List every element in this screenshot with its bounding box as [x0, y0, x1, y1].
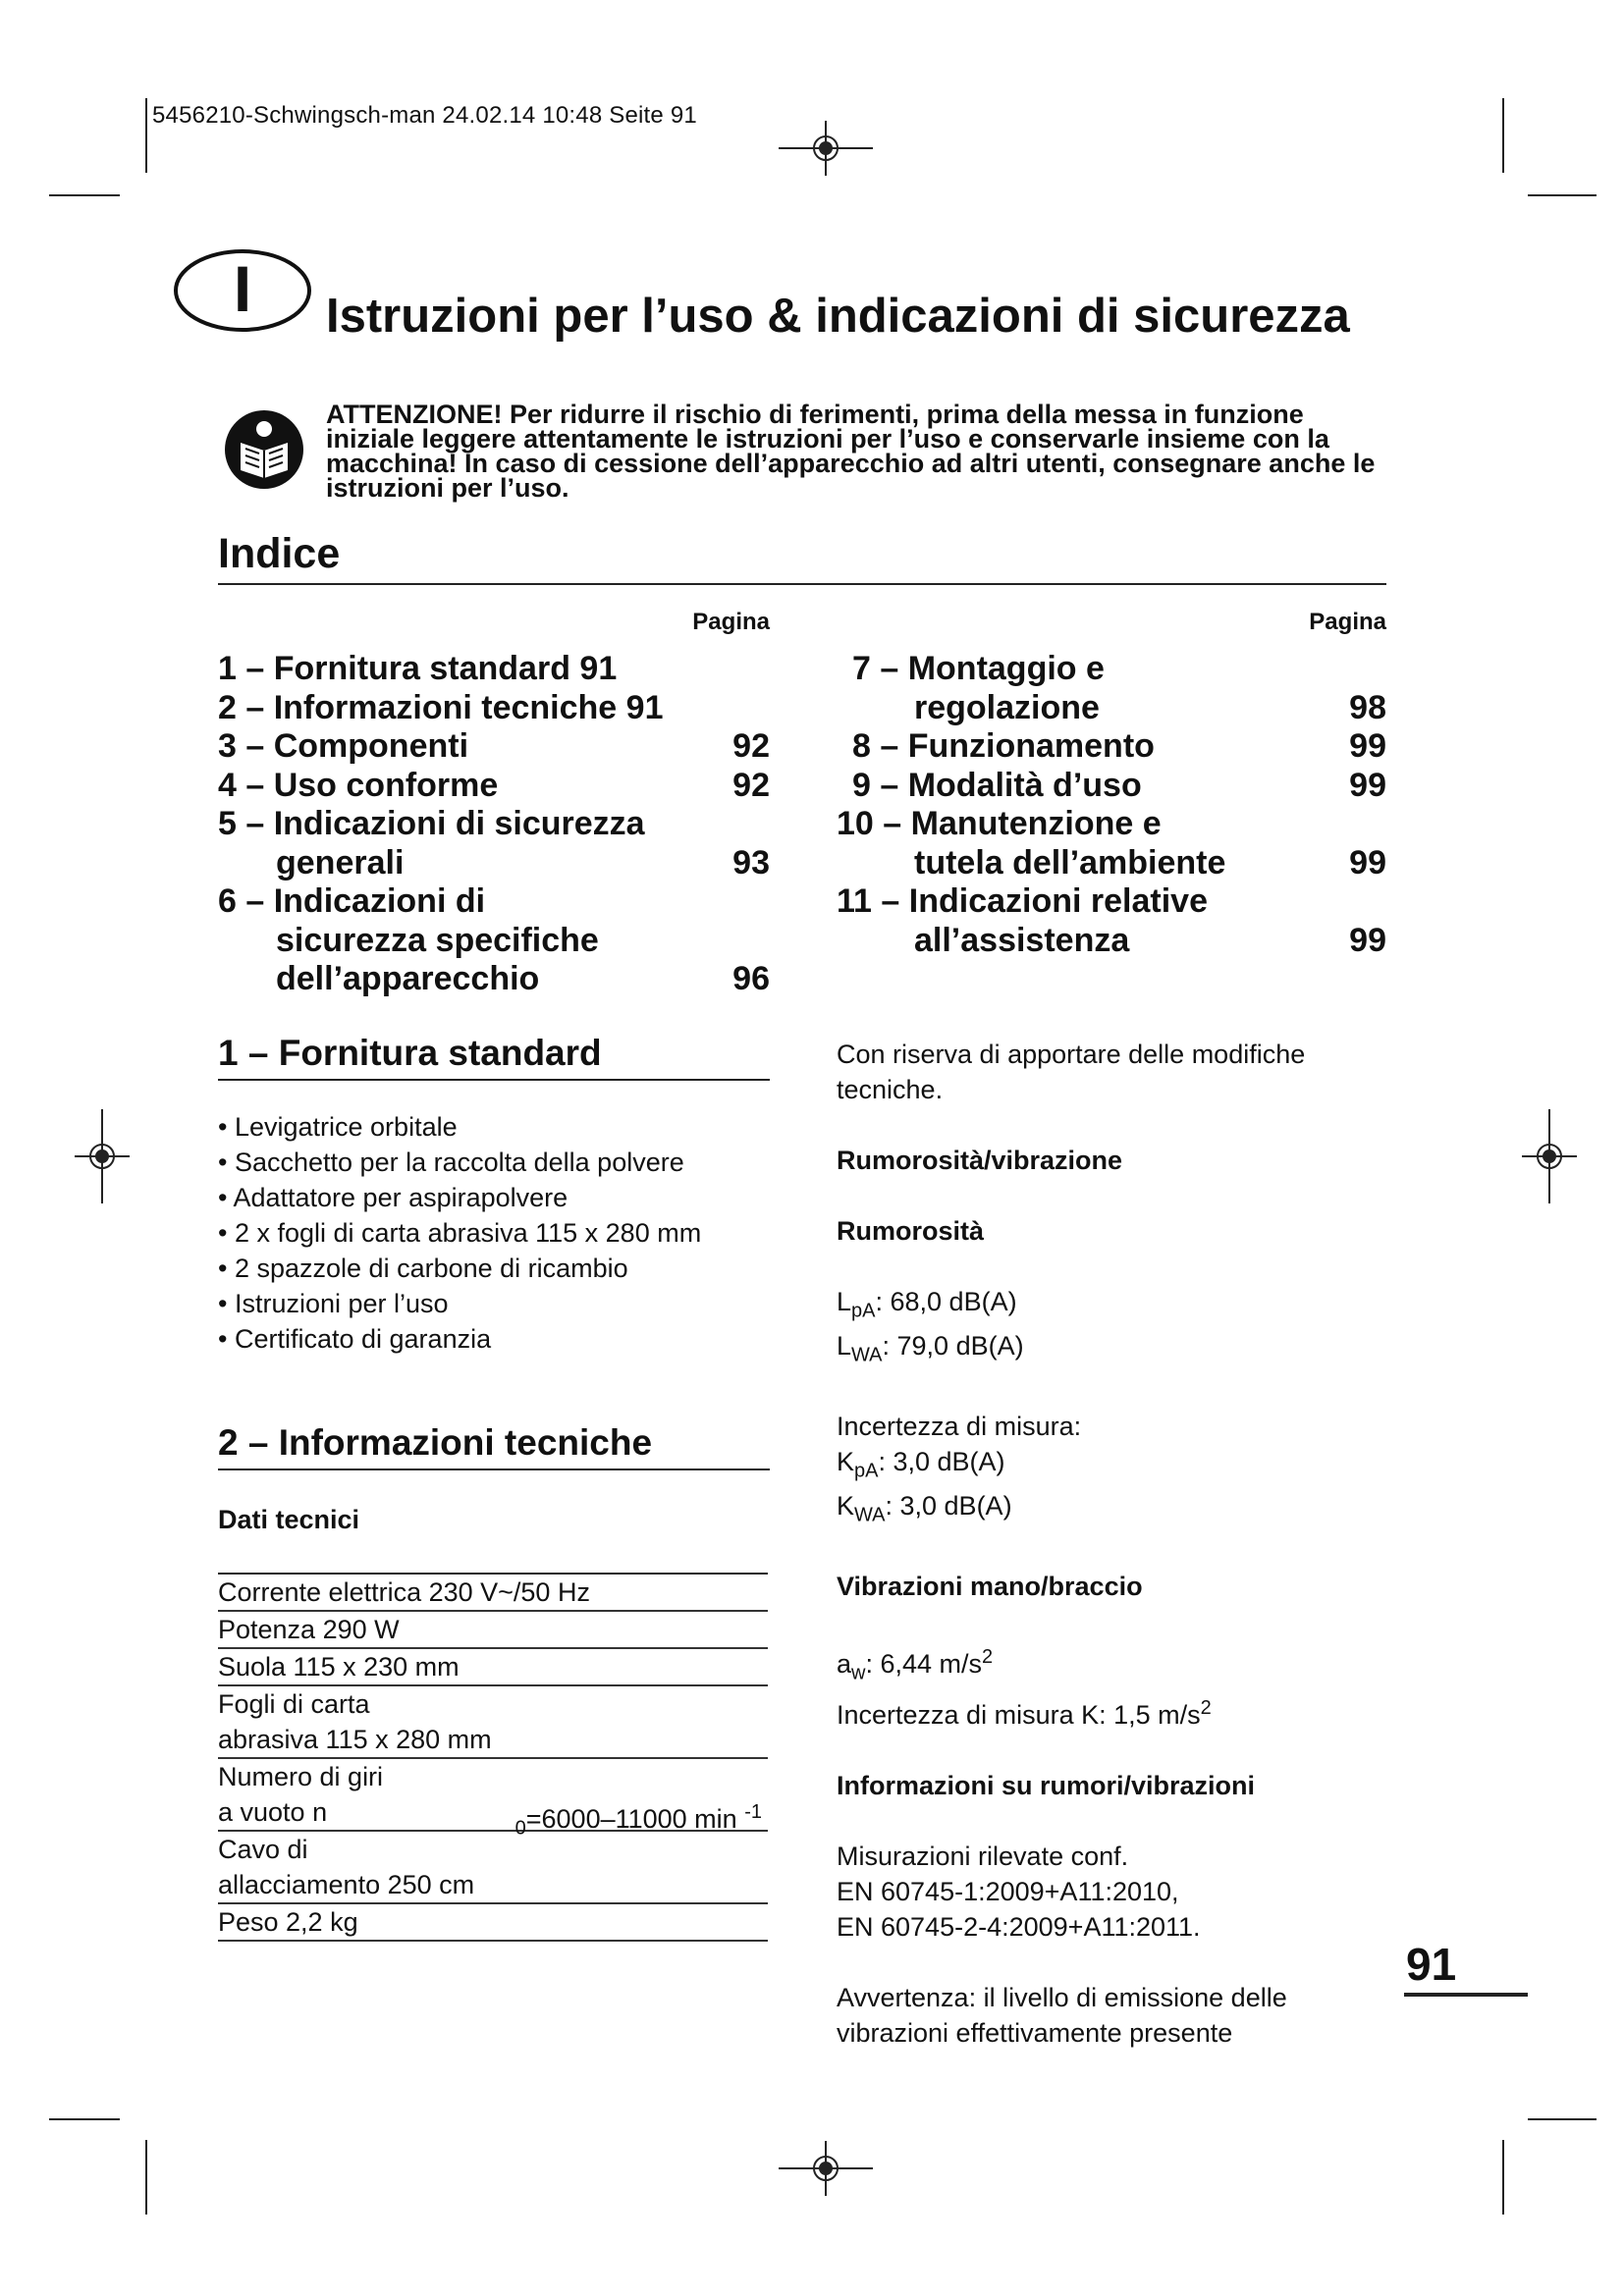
- registration-mark-icon: [75, 1109, 130, 1203]
- toc-item-title: sicurezza specifiche: [276, 921, 599, 959]
- toc-item-page: 93: [732, 843, 770, 881]
- uncertainty-label: Incertezza di misura:: [837, 1411, 1082, 1441]
- toc-item-page: 99: [1349, 766, 1386, 804]
- table-cell-line: Fogli di carta: [218, 1689, 370, 1719]
- spec-label: a vuoto n: [218, 1797, 328, 1827]
- toc-item-continued: [837, 922, 1386, 961]
- kwa-value: [837, 1488, 1396, 1532]
- noise-heading: Rumorosità: [837, 1216, 985, 1246]
- value: : 3,0 dB(A): [878, 1446, 1005, 1476]
- list-item: • 2 x fogli di carta abrasiva 115 x 280 mm: [218, 1215, 787, 1251]
- toc-item-number: 7 –: [852, 650, 899, 687]
- vibration-heading: Vibrazioni mano/braccio: [837, 1571, 1143, 1601]
- subscript: pA: [854, 1460, 879, 1482]
- lpa-value: [837, 1284, 1396, 1328]
- section-heading-rule: [218, 1079, 770, 1081]
- spec-superscript: -1: [744, 1801, 762, 1823]
- noise-vibration-heading: Rumorosità/vibrazione: [837, 1146, 1123, 1175]
- table-cell: Peso 2,2 kg: [218, 1903, 768, 1941]
- right-column: [837, 1037, 1396, 2051]
- subscript: pA: [851, 1300, 876, 1322]
- toc-item-title: Manutenzione e: [910, 805, 1162, 842]
- toc-item-number: 1 –: [218, 650, 265, 687]
- section-heading: 2 – Informazioni tecniche: [218, 1422, 653, 1463]
- toc-item: [837, 650, 1386, 689]
- toc-item-number: 6 –: [218, 882, 265, 920]
- table-cell-line: Numero di giri: [218, 1762, 384, 1791]
- toc-item-title: Indicazioni di: [273, 882, 486, 920]
- toc-item-title: generali: [276, 843, 405, 881]
- list-item: • Adattatore per aspirapolvere: [218, 1180, 787, 1215]
- warning-line: vibrazioni effettivamente presente: [837, 2017, 1233, 2048]
- toc-item-title: Indicazioni relative: [908, 882, 1208, 920]
- value: Incertezza di misura K: 1,5 m/s: [837, 1699, 1201, 1730]
- registration-mark-icon: [779, 121, 873, 176]
- page-number-rule: [1404, 1993, 1528, 1997]
- measurement-line: Misurazioni rilevate conf.: [837, 1841, 1129, 1871]
- symbol: K: [837, 1491, 855, 1522]
- toc-page-label: Pagina: [1309, 609, 1386, 635]
- read-manual-icon: [224, 409, 304, 490]
- language-badge-letter: I: [233, 252, 252, 325]
- toc-heading-rule: [218, 583, 1386, 585]
- toc-item: [218, 689, 770, 728]
- list-item: • Sacchetto per la raccolta della polvere: [218, 1145, 787, 1180]
- table-row: [218, 1903, 768, 1941]
- table-row: [218, 1685, 768, 1758]
- toc-item: [218, 805, 770, 844]
- toc-item-title: all’assistenza: [914, 921, 1130, 959]
- table-row: [218, 1575, 768, 1611]
- k-uncertainty: [837, 1690, 1396, 1733]
- toc-item-page: 99: [1349, 843, 1386, 881]
- toc-item-page: 99: [1349, 727, 1386, 765]
- table-row: [218, 1611, 768, 1648]
- subscript: WA: [854, 1504, 886, 1526]
- toc-item: [218, 727, 770, 767]
- toc-item: [218, 650, 770, 689]
- toc-item-page: 96: [732, 960, 770, 997]
- print-info-header: 5456210-Schwingsch-man 24.02.14 10:48 Seite 91: [152, 102, 697, 129]
- value: : 6,44 m/s: [865, 1648, 983, 1679]
- toc-item-number: 9 –: [852, 766, 899, 804]
- toc-item-title: regolazione: [914, 688, 1100, 726]
- spec-value: [515, 1794, 762, 1845]
- toc-item-title: Fornitura standard 91: [273, 650, 618, 687]
- toc-item: [837, 767, 1386, 806]
- registration-mark-icon: [779, 2141, 873, 2196]
- superscript: 2: [1200, 1696, 1212, 1719]
- warning-line: Avvertenza: il livello di emissione delle: [837, 1982, 1287, 2012]
- safety-warning: ATTENZIONE! Per ridurre il rischio di ferimenti, prima della messa in funzione iniziale leggere attentamente le istruzioni per l’uso e conservarle insieme con la macchina! In caso di cessione dell’apparecchio ad altri utenti, consegnare anche le istruzioni per l’uso.: [326, 400, 1376, 503]
- page-number: 91: [1406, 1939, 1457, 1990]
- value: : 3,0 dB(A): [885, 1491, 1012, 1522]
- toc-item-title: tutela dell’ambiente: [914, 843, 1226, 881]
- toc-item: [218, 882, 770, 922]
- reserve-note: Con riserva di apportare delle modifiche tecniche.: [837, 1040, 1306, 1104]
- toc-item-page: 92: [732, 766, 770, 804]
- delivery-list: [218, 1109, 787, 1357]
- table-cell-line: Cavo di: [218, 1835, 308, 1864]
- subscript: WA: [851, 1344, 883, 1366]
- table-cell: [218, 1685, 768, 1758]
- toc-right-column: [837, 609, 1386, 960]
- toc-item-title: Indicazioni di sicurezza: [273, 805, 645, 842]
- table-cell: Suola 115 x 230 mm: [218, 1648, 768, 1685]
- toc-left-column: [218, 609, 770, 999]
- toc-item-page: 98: [1349, 688, 1386, 726]
- superscript: 2: [982, 1645, 994, 1668]
- symbol: L: [837, 1287, 852, 1316]
- table-cell-line: abrasiva 115 x 280 mm: [218, 1725, 492, 1754]
- toc-heading: Indice: [218, 530, 341, 577]
- toc-item-title: Montaggio e: [907, 650, 1105, 687]
- toc-item-number: 8 –: [852, 727, 899, 765]
- toc-item-continued: [837, 689, 1386, 728]
- specs-table: [218, 1575, 768, 1942]
- toc-item-page: 92: [732, 727, 770, 765]
- measurement-line: EN 60745-2-4:2009+A11:2011.: [837, 1911, 1201, 1942]
- crop-mark: [145, 98, 147, 173]
- toc-item-continued: [218, 960, 770, 999]
- toc-item-page: 99: [1349, 921, 1386, 959]
- toc-item: [837, 727, 1386, 767]
- crop-mark: [1528, 2118, 1597, 2120]
- crop-mark: [49, 2118, 120, 2120]
- table-cell: [218, 1758, 768, 1840]
- crop-mark: [145, 2140, 147, 2215]
- toc-item-continued: [837, 844, 1386, 883]
- toc-page-label: Pagina: [692, 609, 770, 635]
- toc-item-title: Componenti: [273, 727, 469, 765]
- toc-item: [218, 767, 770, 806]
- toc-item-number: 5 –: [218, 805, 265, 842]
- toc-item-number: 10 –: [837, 805, 902, 842]
- toc-item-title: Funzionamento: [907, 727, 1155, 765]
- table-row: [218, 1758, 768, 1831]
- table-cell: Corrente elettrica 230 V~/50 Hz: [218, 1575, 768, 1611]
- spec-value-text: =6000–11000 min: [525, 1804, 737, 1834]
- symbol: a: [837, 1648, 852, 1679]
- section-heading-rule: [218, 1468, 770, 1470]
- toc-item-continued: [218, 922, 770, 961]
- table-row: [218, 1648, 768, 1685]
- section-heading: 1 – Fornitura standard: [218, 1033, 602, 1073]
- symbol: K: [837, 1446, 855, 1476]
- value: : 79,0 dB(A): [882, 1331, 1024, 1362]
- toc-item-continued: [218, 844, 770, 883]
- table-cell-line: allacciamento 250 cm: [218, 1870, 475, 1899]
- subscript: w: [851, 1661, 866, 1683]
- crop-mark: [1502, 2140, 1504, 2215]
- spec-subscript: 0: [514, 1817, 526, 1840]
- list-item: • 2 spazzole di carbone di ricambio: [218, 1251, 787, 1286]
- toc-item-title: dell’apparecchio: [276, 960, 540, 997]
- list-item: • Certificato di garanzia: [218, 1321, 787, 1357]
- aw-value: [837, 1639, 1396, 1690]
- lwa-value: [837, 1328, 1396, 1372]
- crop-mark: [49, 194, 120, 196]
- crop-mark: [1502, 98, 1504, 173]
- info-heading: Informazioni su rumori/vibrazioni: [837, 1770, 1256, 1800]
- table-cell-line: [218, 1794, 768, 1840]
- list-item: • Levigatrice orbitale: [218, 1109, 787, 1145]
- toc-item-title: Modalità d’uso: [907, 766, 1142, 804]
- toc-item-number: 11 –: [837, 882, 900, 920]
- page-title: Istruzioni per l’uso & indicazioni di sicurezza: [326, 290, 1350, 343]
- toc-item-title: Uso conforme: [273, 766, 499, 804]
- list-item: • Istruzioni per l’uso: [218, 1286, 787, 1321]
- section-subheading: Dati tecnici: [218, 1505, 360, 1534]
- toc-item-number: 4 –: [218, 766, 265, 804]
- kpa-value: [837, 1444, 1396, 1488]
- toc-item-title: Informazioni tecniche 91: [273, 688, 664, 726]
- symbol: L: [837, 1331, 852, 1362]
- language-badge: [172, 245, 319, 336]
- toc-item-number: 2 –: [218, 688, 265, 726]
- toc-item: [837, 882, 1386, 922]
- measurement-line: EN 60745-1:2009+A11:2010,: [837, 1876, 1179, 1906]
- toc-item: [837, 805, 1386, 844]
- value: : 68,0 dB(A): [875, 1287, 1017, 1316]
- toc-item-number: 3 –: [218, 727, 265, 765]
- registration-mark-icon: [1522, 1109, 1577, 1203]
- crop-mark: [1528, 194, 1597, 196]
- table-cell: Potenza 290 W: [218, 1611, 768, 1648]
